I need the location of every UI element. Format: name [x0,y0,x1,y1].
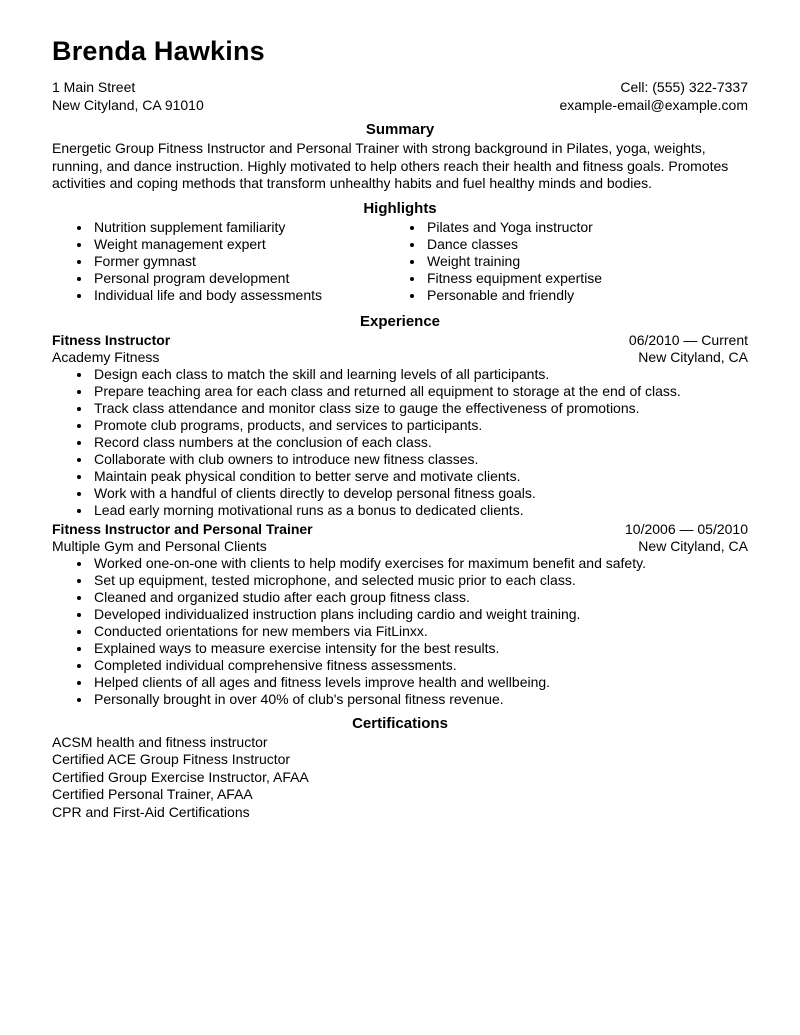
highlight-item: • Nutrition supplement familiarity [92,219,400,236]
job-entry-2 [52,521,748,708]
highlight-item: • Weight management expert [92,236,400,253]
section-experience [52,313,748,708]
job-bullet: • Lead early morning motivational runs as a bonus to dedicated clients. [92,502,748,519]
contact-row [52,79,748,114]
certification-item: Certified Group Exercise Instructor, AFAA [52,768,309,785]
candidate-name: Brenda Hawkins [52,36,265,66]
job-bullet-list [52,366,748,519]
job-location: New Cityland, CA [638,348,748,365]
job-dates: 06/2010 — Current [628,331,748,348]
job-company-row [52,349,748,366]
job-company-row [52,538,748,555]
summary-heading: Summary [365,121,435,138]
job-bullet: • Helped clients of all ages and fitness levels improve health and wellbeing. [92,674,748,691]
section-highlights [52,200,748,306]
job-bullet: • Prepare teaching area for each class and returned all equipment to storage at the end of class. [92,383,748,400]
certification-item: Certified Personal Trainer, AFAA [52,786,253,802]
job-company: Multiple Gym and Personal Clients [52,537,267,554]
job-bullet: • Worked one-on-one with clients to help modify exercises for maximum benefit and safety. [92,555,748,572]
job-bullet: • Record class numbers at the conclusion of each class. [92,434,748,451]
highlight-item: • Former gymnast [92,253,400,270]
job-title-row [52,521,748,538]
job-location: New Cityland, CA [638,537,748,554]
certifications-heading: Certifications [352,714,448,732]
job-company: Academy Fitness [52,348,160,365]
job-entry-1 [52,332,748,519]
address-block [52,79,204,114]
address-line-2: New Cityland, CA 91010 [52,96,204,113]
highlight-item: • Weight training [425,253,748,270]
job-bullet: • Collaborate with club owners to introduce new fitness classes. [92,451,748,468]
highlight-item: • Fitness equipment expertise [425,270,748,287]
job-bullet: • Maintain peak physical condition to better serve and motivate clients. [92,468,748,485]
job-title: Fitness Instructor and Personal Trainer [52,520,313,537]
job-bullet: • Promote club programs, products, and services to participants. [92,417,748,434]
job-bullet: • Conducted orientations for new members via FitLinxx. [92,623,748,640]
job-bullet: • Track class attendance and monitor class size to gauge the effectiveness of promotions. [92,400,748,417]
highlight-item: • Dance classes [425,236,748,253]
highlight-item: • Personal program development [92,270,400,287]
job-bullet: • Completed individual comprehensive fitness assessments. [92,657,748,674]
certification-list [52,734,748,822]
summary-text: Energetic Group Fitness Instructor and Personal Trainer with strong background in Pilates, yoga, weights, running, and dance instruction. Highly motivated to help others reach their health and fitness goals. Promotes activities and coping methods that transform unhealthy habits and fuel healthy minds and bodies. [52,140,729,191]
job-bullet: • Work with a handful of clients directly to develop personal fitness goals. [92,485,748,502]
experience-heading: Experience [359,312,441,330]
job-bullet: • Personally brought in over 40% of club's personal fitness revenue. [92,691,748,708]
highlights-columns [52,219,748,306]
job-bullet: • Design each class to match the skill and learning levels of all participants. [92,366,748,383]
highlights-right-list [400,219,748,304]
job-bullet-list [52,555,748,708]
resume-header [52,36,748,114]
phone-number: Cell: (555) 322-7337 [620,79,748,95]
highlight-item: • Pilates and Yoga instructor [425,219,748,236]
job-bullet: • Developed individualized instruction plans including cardio and weight training. [92,606,748,623]
job-dates: 10/2006 — 05/2010 [625,520,748,537]
highlight-item: • Personable and friendly [425,287,748,304]
job-bullet: • Explained ways to measure exercise intensity for the best results. [92,640,748,657]
section-certifications [52,715,748,822]
job-bullet: • Set up equipment, tested microphone, and selected music prior to each class. [92,572,748,589]
certification-item: CPR and First-Aid Certifications [52,803,250,820]
highlight-item: • Individual life and body assessments [92,287,400,304]
job-bullet: • Cleaned and organized studio after each group fitness class. [92,589,748,606]
job-title-row [52,332,748,349]
highlights-left-list [52,219,400,304]
email-address: example-email@example.com [559,96,748,113]
section-summary [52,121,748,193]
certification-item: ACSM health and fitness instructor [52,733,268,750]
highlights-heading: Highlights [363,199,437,217]
address-line-1: 1 Main Street [52,79,136,95]
certification-item: Certified ACE Group Fitness Instructor [52,751,291,767]
contact-block [559,79,748,114]
job-title: Fitness Instructor [52,331,171,348]
